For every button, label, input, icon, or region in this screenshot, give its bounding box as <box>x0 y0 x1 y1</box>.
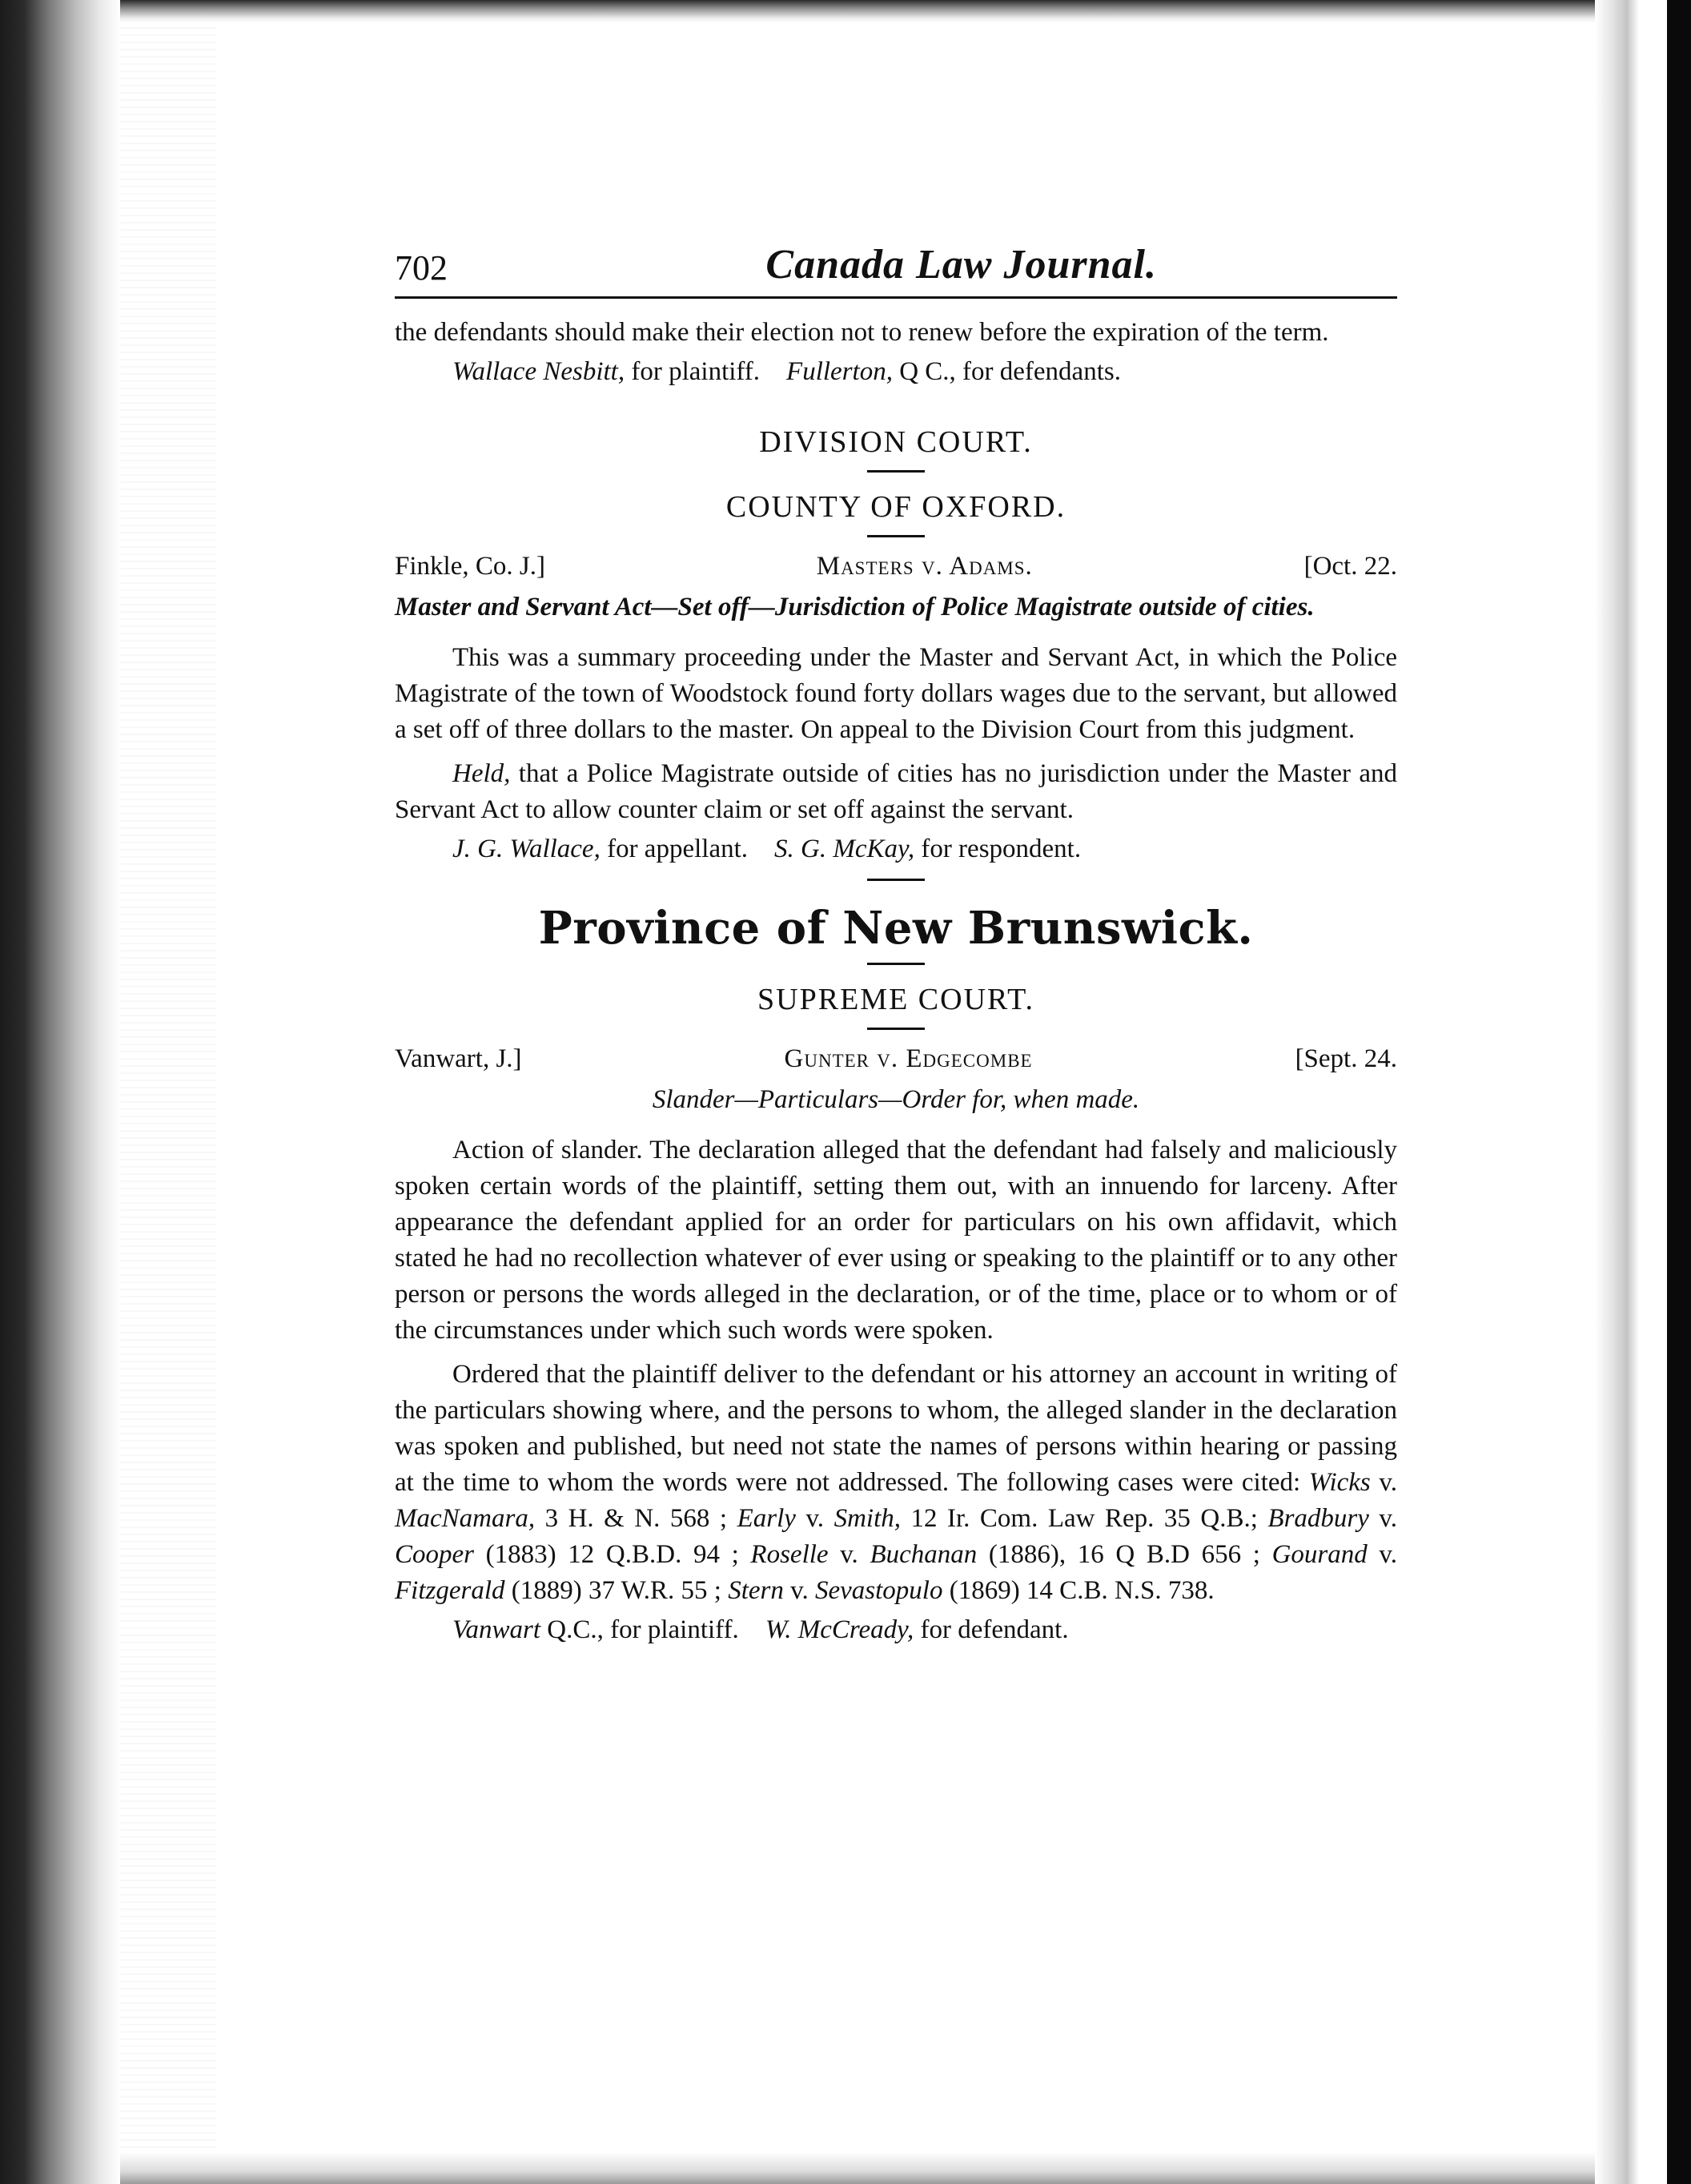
case-headnote: Master and Servant Act—Set off—Jurisdiction of Police Magistrate outside of cities. <box>395 593 1315 621</box>
judge-name: Vanwart, J.] <box>395 1044 522 1073</box>
citation <box>737 1504 1268 1533</box>
citation-reference: (1886), 16 Q B.D 656 ; <box>977 1540 1272 1569</box>
held-text: that a Police Magistrate outside of cities has no jurisdiction under the Master and Servant Act to allow counter claim or set off against the servant. <box>395 759 1397 824</box>
counsel-line-top <box>395 354 1397 390</box>
citation-reference: (1869) 14 C.B. N.S. 738. <box>942 1576 1215 1605</box>
citation-party: Wicks <box>1308 1468 1371 1497</box>
counsel-plaintiff-role: for plaintiff. <box>625 357 761 386</box>
case-paragraph: Action of slander. The declaration alleged that the defendant had falsely and maliciously spoken certain words of the plaintiff, setting them out, with an innuendo for larceny. After appearance the defendant applied for an order for particulars on his own affidavit, which stated he had no recollection whatever of ever using or speaking to the plaintiff or to any other person or persons the words alleged in the declaration, or of the time, place or to whom or of the circumstances under which such words were spoken. <box>395 1136 1397 1345</box>
citation-versus: v. <box>783 1576 815 1605</box>
divider-rule <box>867 470 925 473</box>
journal-title: Canada Law Journal. <box>765 242 1157 288</box>
citation-party: Cooper <box>395 1540 474 1569</box>
case-title: Masters v. Adams. <box>816 552 1033 581</box>
case-headnote: Slander—Particulars—Order for, when made. <box>652 1085 1140 1114</box>
scan-left-edge <box>0 0 120 2184</box>
county-heading: COUNTY OF OXFORD. <box>725 490 1066 524</box>
citation-party: Smith, <box>833 1504 901 1533</box>
citation-reference: 12 Ir. Com. Law Rep. 35 Q.B.; <box>900 1504 1268 1533</box>
citation-party: Fitzgerald <box>395 1576 505 1605</box>
citation-party: Bradbury <box>1267 1504 1369 1533</box>
citation-party: Sevastopulo <box>814 1576 943 1605</box>
judge-name: Finkle, Co. J.] <box>395 552 545 581</box>
scan-top-edge <box>120 0 1595 22</box>
case-paragraph: This was a summary proceeding under the Master and Servant Act, in which the Police Magistrate of the town of Woodstock found forty dollars wages due to the servant, but allowed a set off of three dollars to the master. On appeal to the Division Court from this judgment. <box>395 643 1397 744</box>
order-text: Ordered that the plaintiff deliver to the defendant or his attorney an account in writing of the particulars showing where, and the persons to whom, the alleged slander in the declaration was spoken and published, but need not state the names of persons within hearing or passing at the time to whom the words were not addressed. The following cases were cited: <box>395 1360 1397 1497</box>
citation-versus: v. <box>828 1540 870 1569</box>
counsel-line-division <box>395 831 1397 867</box>
counsel-plaintiff-name: Vanwart <box>452 1615 541 1644</box>
case-date: [Oct. 22. <box>1303 552 1397 581</box>
divider-rule <box>867 1028 925 1030</box>
counsel-plaintiff-role: Q.C., for plaintiff. <box>540 1615 739 1644</box>
counsel-appellant-role: for appellant. <box>600 835 749 863</box>
citation <box>728 1576 1214 1605</box>
counsel-respondent-name: S. G. McKay, <box>774 835 915 863</box>
citation-versus: v. <box>1367 1540 1398 1569</box>
divider-rule <box>867 535 925 537</box>
province-heading: Province of New Brunswick. <box>538 902 1254 955</box>
counsel-line-supreme <box>395 1612 1397 1648</box>
case-date: [Sept. 24. <box>1295 1044 1397 1073</box>
divider-rule <box>867 963 925 965</box>
citation-versus: v. <box>795 1504 834 1533</box>
citation-party: Buchanan <box>870 1540 978 1569</box>
citation-reference: (1889) 37 W.R. 55 ; <box>504 1576 729 1605</box>
counsel-defendant-role: for defendant. <box>914 1615 1069 1644</box>
held-label: Held, <box>452 759 511 788</box>
citation-versus: v. <box>1370 1468 1397 1497</box>
citation-party: Stern <box>728 1576 784 1605</box>
counsel-appellant-name: J. G. Wallace, <box>452 835 600 863</box>
supreme-court-heading: SUPREME COURT. <box>757 983 1034 1016</box>
case-title: Gunter v. Edgecombe <box>784 1044 1033 1073</box>
citation-versus: v. <box>1368 1504 1398 1533</box>
citation-party: Roselle <box>750 1540 829 1569</box>
citation-party: Early <box>737 1504 796 1533</box>
counsel-defendant-name: W. McCready, <box>765 1615 914 1644</box>
case-line-masters <box>395 552 1397 581</box>
scan-right-edge <box>1595 0 1691 2184</box>
division-court-heading: DIVISION COURT. <box>759 425 1033 459</box>
counsel-defendant-role: Q C., for defendants. <box>892 357 1121 386</box>
page-number: 702 <box>395 248 448 288</box>
citation-reference: (1883) 12 Q.B.D. 94 ; <box>474 1540 751 1569</box>
continuation-paragraph: the defendants should make their election not to renew before the expiration of the term. <box>395 318 1329 347</box>
citation <box>750 1540 1271 1569</box>
counsel-defendant-name: Fullerton, <box>786 357 893 386</box>
page-header <box>395 232 1397 299</box>
counsel-respondent-role: for respondent. <box>914 835 1082 863</box>
citation-reference: 3 H. & N. 568 ; <box>535 1504 737 1533</box>
journal-page <box>395 232 1397 1648</box>
case-line-gunter <box>395 1044 1397 1074</box>
scan-bottom-edge <box>120 2152 1595 2184</box>
counsel-plaintiff-name: Wallace Nesbitt, <box>452 357 625 386</box>
divider-rule <box>867 879 925 881</box>
order-paragraph <box>395 1357 1397 1609</box>
citation-party: Gourand <box>1271 1540 1368 1569</box>
held-paragraph <box>395 756 1397 828</box>
citation-party: MacNamara, <box>395 1504 536 1533</box>
